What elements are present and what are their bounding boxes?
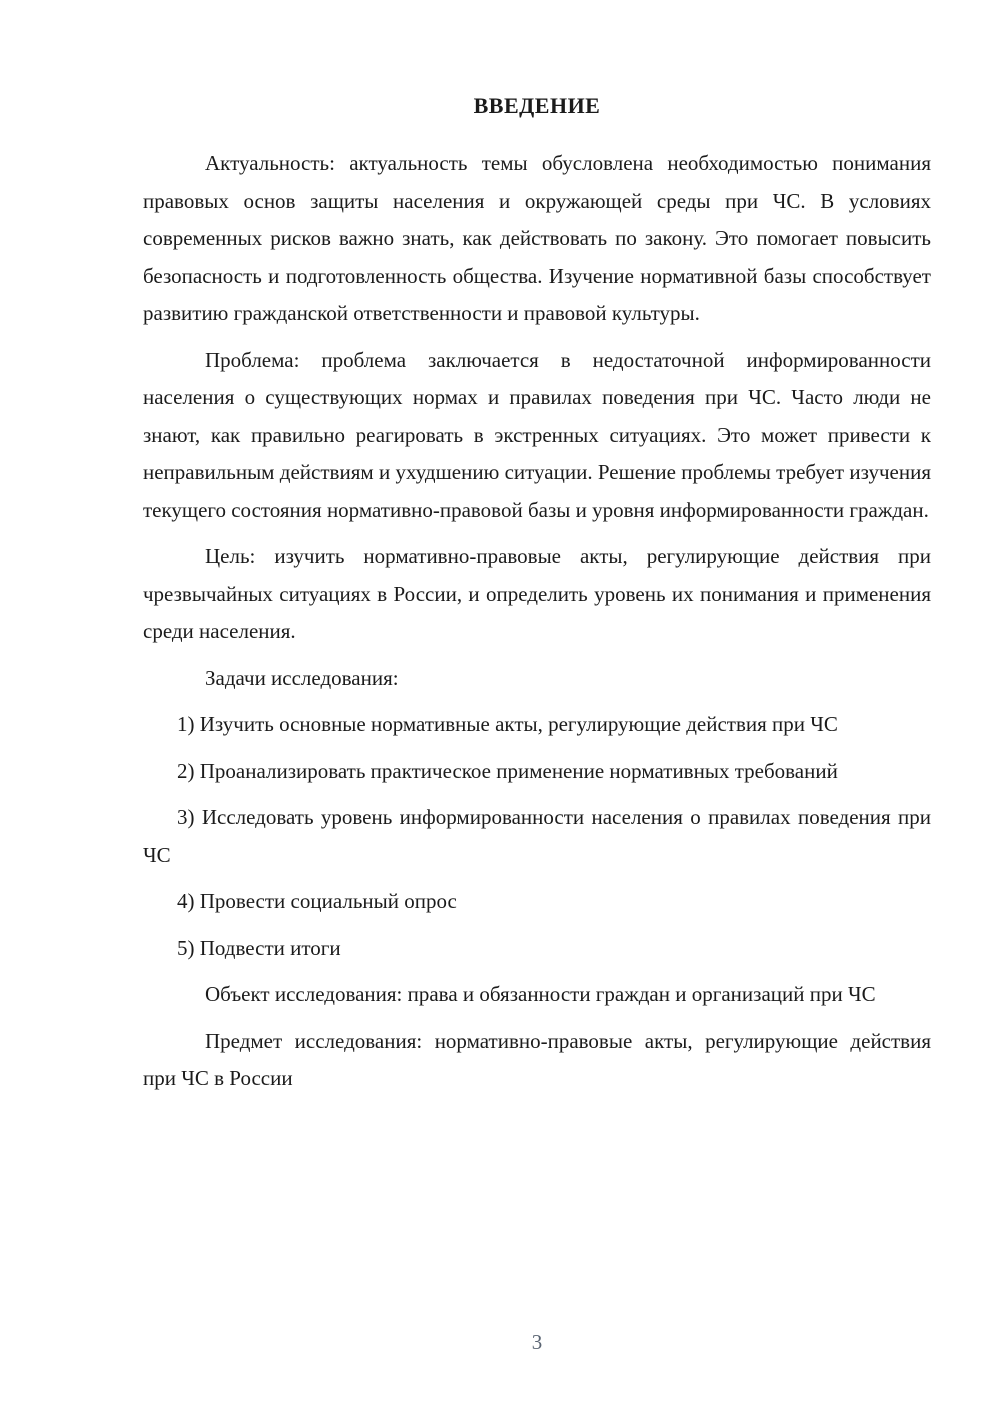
task-item-1: 1) Изучить основные нормативные акты, регулирующие действия при ЧС xyxy=(177,712,838,736)
page-number: 3 xyxy=(531,1330,543,1354)
page-title: ВВЕДЕНИЕ xyxy=(473,93,601,118)
paragraph-problem: Проблема: проблема заключается в недостаточной информированности населения о существующих нормах и правилах поведения при ЧС. Часто люди не знают, как правильно реагировать в экстренных ситуациях. Это может привести к неправильным действиям и ухудшению ситуации. Решение проблемы требует изучения текущего состояния нормативно-правовой базы и уровня информированности граждан. xyxy=(143,347,931,522)
document-content xyxy=(143,93,931,1107)
task-item-5: 5) Подвести итоги xyxy=(177,935,341,960)
paragraph-object: Объект исследования: права и обязанности граждан и организаций при ЧС xyxy=(205,982,876,1006)
task-item-2: 2) Проанализировать практическое применение нормативных требований xyxy=(177,758,838,783)
task-item-3: 3) Исследовать уровень информированности населения о правилах поведения при ЧС xyxy=(143,805,931,867)
paragraph-subject: Предмет исследования: нормативно-правовые акты, регулирующие действия при ЧС в России xyxy=(143,1028,931,1090)
task-item-4: 4) Провести социальный опрос xyxy=(177,889,457,913)
paragraph-tasks-heading: Задачи исследования: xyxy=(205,665,399,690)
paragraph-relevance: Актуальность: актуальность темы обусловлена необходимостью понимания правовых основ защиты населения и окружающей среды при ЧС. В условиях современных рисков важно знать, как действовать по закону. Это помогает повысить безопасность и подготовленность общества. Изучение нормативной базы способствует развитию гражданской ответственности и правовой культуры. xyxy=(143,151,931,325)
paragraph-goal: Цель: изучить нормативно-правовые акты, регулирующие действия при чрезвычайных ситуациях в России, и определить уровень их понимания и применения среди населения. xyxy=(143,544,931,643)
